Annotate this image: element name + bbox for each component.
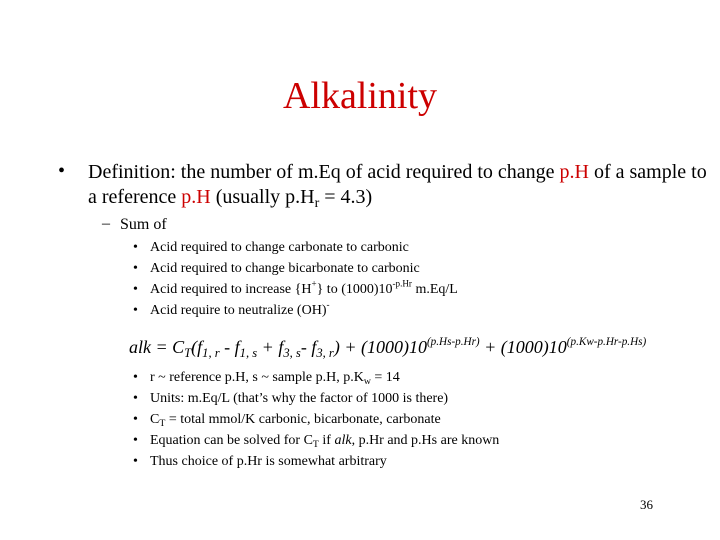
text-part: if xyxy=(318,433,335,448)
definition-part: = 4.3) xyxy=(319,186,373,208)
highlight-ph: p.H xyxy=(559,161,589,183)
bullet-icon: • xyxy=(133,282,138,297)
text-part: } to (1000)10 xyxy=(316,282,393,297)
bullet-icon: • xyxy=(133,261,138,276)
eq-part: alk = C xyxy=(129,337,185,357)
eq-subscript: 1, s xyxy=(239,345,258,360)
eq-part: ) + (1000)10 xyxy=(333,337,427,357)
subscript: T xyxy=(159,417,166,429)
page-number: 36 xyxy=(640,497,653,512)
text-part: C xyxy=(150,412,160,427)
eq-part: (f xyxy=(191,337,203,357)
eq-subscript: T xyxy=(184,345,192,360)
text-part: m.Eq/L xyxy=(411,282,458,297)
bullet-icon: • xyxy=(58,160,66,182)
sum-of-label: Sum of xyxy=(120,216,167,233)
highlight-ph: p.H xyxy=(181,186,211,208)
text-part: = 14 xyxy=(370,370,400,385)
subscript: T xyxy=(312,438,319,450)
italic-text: alk xyxy=(334,433,352,448)
definition-part: of a sample to a reference xyxy=(88,161,707,208)
eq-subscript: 3, r xyxy=(316,345,334,360)
text-part: , p.Hr and p.Hs are known xyxy=(351,433,500,448)
note-text xyxy=(150,431,499,450)
bullet-icon: • xyxy=(133,454,138,469)
list-item-text: Acid required to change bicarbonate to carbonic xyxy=(150,261,420,276)
text-part: Equation can be solved for C xyxy=(150,433,313,448)
eq-superscript: (p.Hs-p.Hr) xyxy=(426,336,480,349)
eq-subscript: 1, r xyxy=(202,345,220,360)
text-part: Acid require to neutralize (OH) xyxy=(150,303,327,318)
bullet-icon: • xyxy=(133,412,138,427)
note-text xyxy=(150,368,400,387)
bullet-icon: • xyxy=(133,303,138,318)
bullet-icon: • xyxy=(133,240,138,255)
eq-subscript: 3, s xyxy=(283,345,301,360)
subscript: r xyxy=(314,196,320,212)
eq-part: - f xyxy=(300,337,317,357)
bullet-icon: • xyxy=(133,433,138,448)
text-part: r ~ reference p.H, s ~ sample p.H, p.K xyxy=(150,370,364,385)
definition-text xyxy=(88,160,708,210)
text-part: Acid required to increase {H xyxy=(150,282,312,297)
subscript: w xyxy=(363,375,371,387)
list-item-text: Acid required to change carbonate to carbonic xyxy=(150,240,409,255)
eq-part: - f xyxy=(219,337,240,357)
bullet-icon: • xyxy=(133,391,138,406)
superscript: + xyxy=(311,278,317,289)
list-item-text xyxy=(150,301,330,320)
note-text: Thus choice of p.Hr is somewhat arbitrary xyxy=(150,454,387,469)
slide-title: Alkalinity xyxy=(282,75,438,117)
definition-part: (usually p.H xyxy=(210,186,315,208)
note-text: Units: m.Eq/L (that’s why the factor of 1000 is there) xyxy=(150,391,449,406)
superscript: -p.Hr xyxy=(392,278,412,289)
definition-part: Definition: the number of m.Eq of acid required to change xyxy=(88,161,560,183)
superscript: - xyxy=(326,299,330,310)
eq-part: + (1000)10 xyxy=(479,337,567,357)
text-part: = total mmol/K carbonic, bicarbonate, carbonate xyxy=(165,412,441,427)
dash-icon: – xyxy=(102,215,110,232)
note-text xyxy=(150,410,441,429)
list-item-text xyxy=(150,280,458,299)
eq-part: + f xyxy=(257,337,284,357)
alkalinity-equation xyxy=(129,336,646,358)
eq-superscript: (p.Kw-p.Hr-p.Hs) xyxy=(566,336,647,349)
bullet-icon: • xyxy=(133,370,138,385)
